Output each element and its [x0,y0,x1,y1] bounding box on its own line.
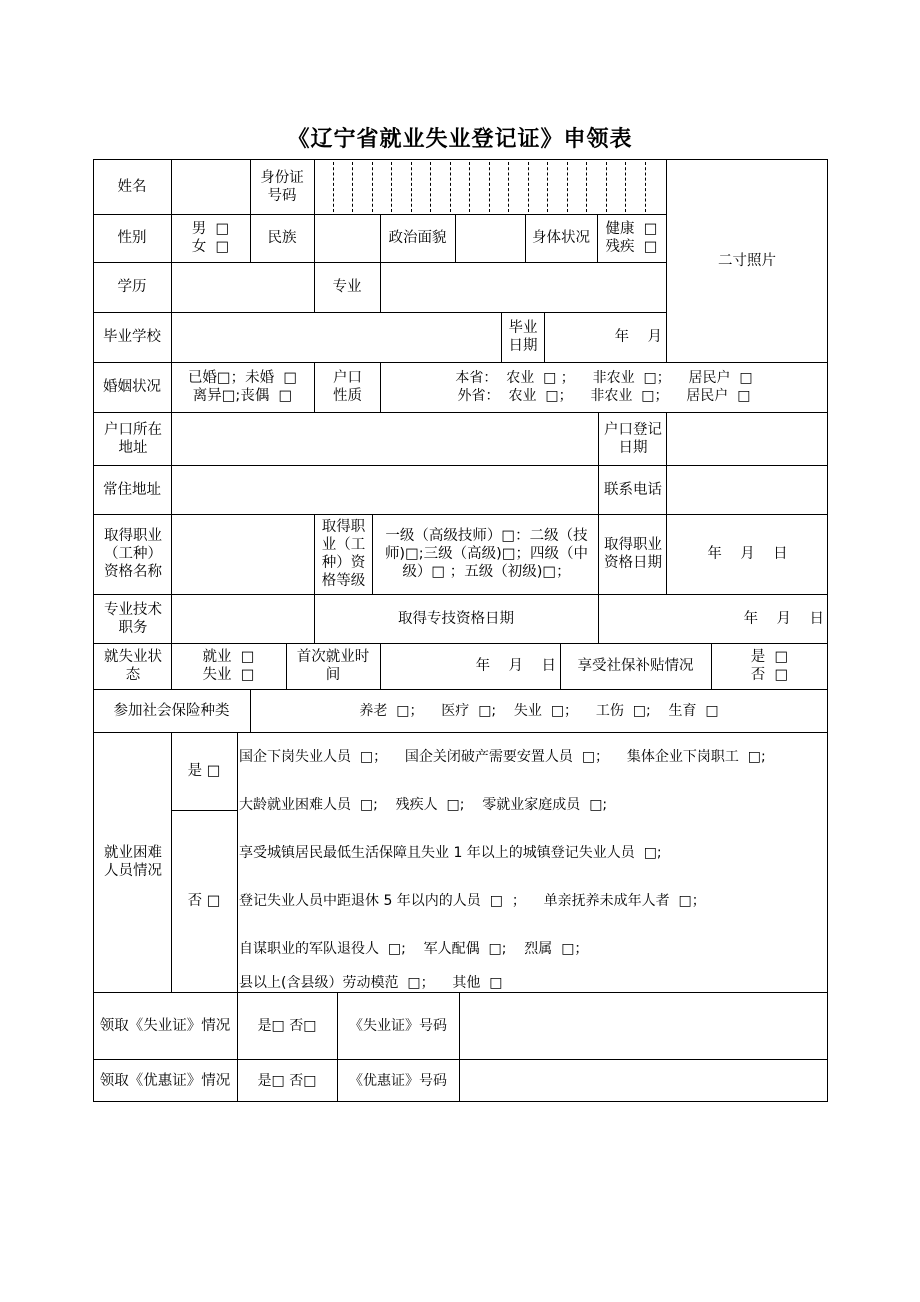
difficulty-yes-checkbox[interactable]: 是 □ [187,763,221,779]
unemployment-card-number-field[interactable] [460,993,827,1059]
label-education: 学历 [117,279,147,295]
hukou-type-options[interactable] [380,362,828,412]
difficulty-no-checkbox[interactable]: 否 □ [187,893,221,909]
label-unemployment-card: 领取《失业证》情况 [99,1017,231,1034]
label-health: 身体状况 [532,230,590,246]
preferential-card-yes-no[interactable]: 是□ 否□ [257,1072,317,1089]
label-preferential-card: 领取《优惠证》情况 [99,1072,231,1089]
label-tech-date: 取得专技资格日期 [398,610,514,627]
label-preferential-card-number: 《优惠证》号码 [349,1072,447,1089]
label-subsidy: 享受社保补贴情况 [577,658,694,674]
qualification-level-options[interactable]: 一级（高级技师）□：二级（技师)□;三级（高级)□；四级（中级）□ ；五级（初级)□； [384,528,589,580]
form-title: 《辽宁省就业失业登记证》申领表 [287,127,633,152]
label-ethnicity: 民族 [267,230,297,246]
label-school: 毕业学校 [103,329,161,345]
hukou-line-2[interactable]: 外省： 农业 □； 非农业 □； 居民户 □ [457,388,751,404]
difficulty-option-line[interactable]: 享受城镇居民最低生活保障且失业 1 年以上的城镇登记失业人员 □; [239,845,662,861]
gender-female-checkbox[interactable]: 女 □ [191,239,230,255]
grad-date-field[interactable]: 年 月 [614,329,662,345]
residence-field[interactable] [172,466,598,514]
label-qualification-name: 取得职业（工种）资格名称 [104,528,162,580]
label-residence: 常住地址 [103,481,161,498]
label-hukou-type: 户口性质 [333,370,362,404]
subsidy-options[interactable] [711,643,828,689]
label-tech-title: 专业技术职务 [104,601,162,636]
difficulty-option-line[interactable]: 大龄就业困难人员 □; 残疾人 □; 零就业家庭成员 □; [239,797,608,813]
ethnicity-field[interactable] [315,215,380,262]
preferential-card-number-field[interactable] [460,1060,827,1101]
status-unemployed-checkbox[interactable]: 失业 □ [202,667,255,683]
marital-options[interactable] [171,362,314,412]
name-field[interactable] [172,160,250,214]
political-field[interactable] [456,215,525,262]
label-first-job: 首次就业时间 [296,649,370,683]
qualification-name-field[interactable] [172,515,314,594]
label-insurance: 参加社会保险种类 [113,702,230,719]
label-political: 政治面貌 [388,230,447,246]
unemployment-card-yes-no[interactable]: 是□ 否□ [257,1017,317,1034]
label-photo: 二寸照片 [718,253,776,269]
first-job-date-field[interactable]: 年 月 日 [475,658,556,674]
phone-field[interactable] [667,466,827,514]
label-qualification-level: 取得职业（工种）资格等级 [321,519,366,589]
label-unemployment-card-number: 《失业证》号码 [349,1017,447,1034]
qualification-date-field[interactable]: 年 月 日 [707,546,788,562]
tech-date-field[interactable]: 年 月 日 [743,610,824,627]
marital-line-2[interactable]: 离异□;丧偶 □ [192,388,293,404]
gender-options[interactable] [171,214,250,262]
label-gender: 性别 [117,230,147,246]
difficulty-option-line[interactable]: 县以上(含县级）劳动模范 □； 其他 □ [239,975,503,991]
school-field[interactable] [172,313,501,362]
label-id-card: 身份证号码 [260,169,304,204]
subsidy-no-checkbox[interactable]: 否 □ [750,667,789,683]
label-qualification-date: 取得职业资格日期 [604,537,662,571]
hukou-date-field[interactable] [667,413,827,465]
employment-status-options[interactable] [171,643,286,689]
label-employment-status: 就失业状态 [104,649,162,683]
education-field[interactable] [172,263,314,312]
major-field[interactable] [381,263,666,312]
label-hukou-date: 户口登记日期 [604,421,662,456]
hukou-address-field[interactable] [172,413,598,465]
insurance-options[interactable]: 养老 □； 医疗 □; 失业 □； 工伤 □; 生育 □ [359,702,719,719]
label-difficulty: 就业困难人员情况 [104,845,162,879]
difficulty-option-line[interactable]: 国企下岗失业人员 □； 国企关闭破产需要安置人员 □； 集体企业下岗职工 □; [239,749,766,765]
difficulty-option-line[interactable]: 自谋职业的军队退役人 □; 军人配偶 □; 烈属 □； [239,941,589,957]
health-healthy-checkbox[interactable]: 健康 □ [605,221,658,237]
label-hukou-address: 户口所在地址 [104,421,162,456]
health-disabled-checkbox[interactable]: 残疾 □ [605,239,658,255]
label-grad-date: 毕业日期 [508,320,538,354]
label-name: 姓名 [117,178,147,195]
subsidy-yes-checkbox[interactable]: 是 □ [750,649,789,665]
label-phone: 联系电话 [604,481,662,498]
difficulty-option-line[interactable]: 登记失业人员中距退休 5 年以内的人员 □ ； 单亲抚养未成年人者 □； [239,893,706,909]
hukou-line-1[interactable]: 本省： 农业 □ ； 非农业 □； 居民户 □ [455,370,753,386]
tech-title-field[interactable] [172,595,314,643]
label-major: 专业 [332,279,362,295]
label-marital: 婚姻状况 [103,379,161,395]
gender-male-checkbox[interactable]: 男 □ [191,221,230,237]
status-employed-checkbox[interactable]: 就业 □ [202,649,255,665]
health-options[interactable] [597,214,666,262]
marital-line-1[interactable]: 已婚□；未婚 □ [187,370,298,386]
id-card-field[interactable] [315,160,666,214]
